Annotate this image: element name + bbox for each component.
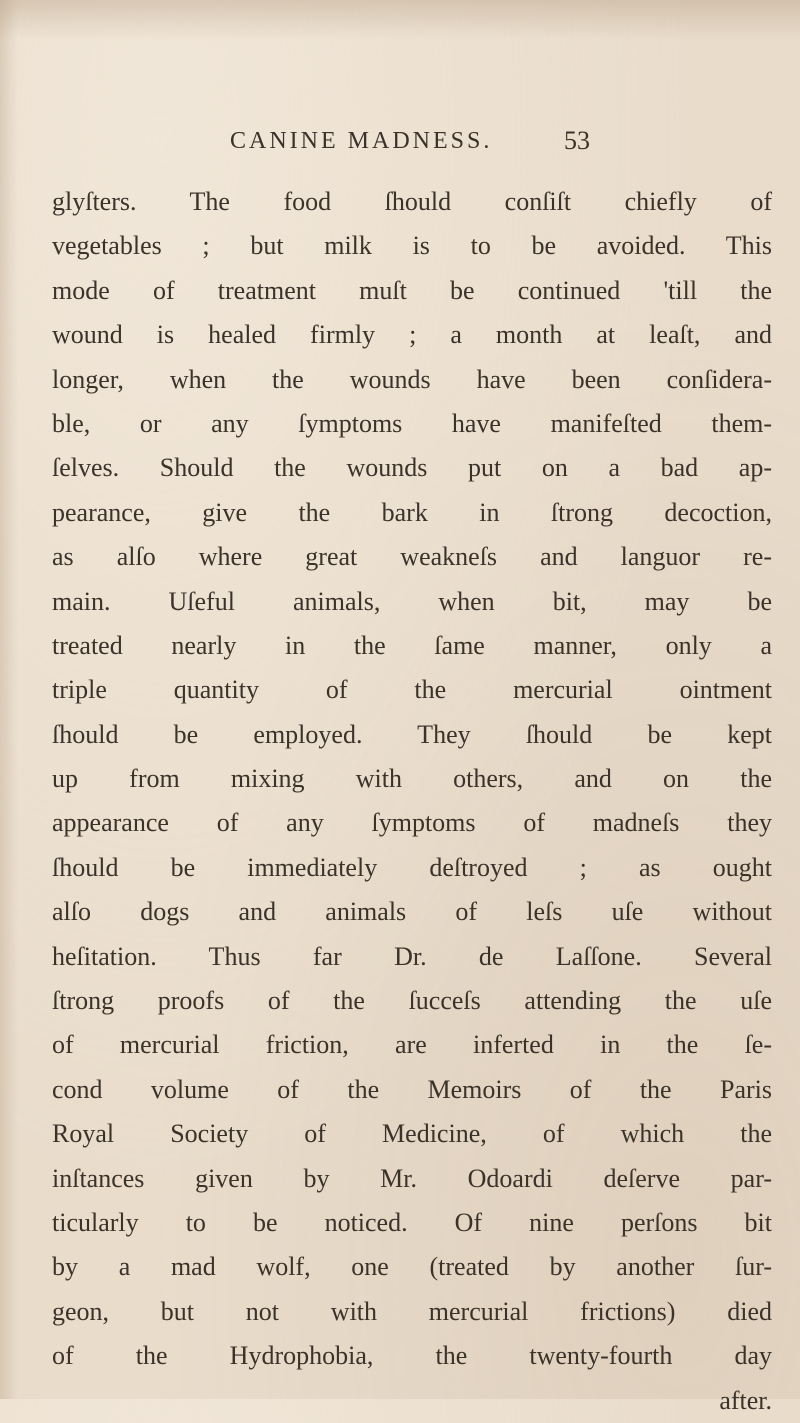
text-line: main. Uſeful animals, when bit, may be	[52, 586, 772, 616]
text-line: pearance, give the bark in ſtrong decoction,	[52, 497, 772, 527]
text-line: ſtrong proofs of the ſucceſs attending the uſe	[52, 986, 772, 1016]
running-head	[230, 128, 590, 162]
text-line: wound is healed firmly ; a month at leaſt, and	[52, 320, 772, 350]
text-line: appearance of any ſymptoms of madneſs they	[52, 808, 772, 838]
text-line: Royal Society of Medicine, of which the	[52, 1119, 772, 1149]
text-line: ble, or any ſymptoms have manifeſted them-	[52, 408, 772, 438]
running-title: CANINE MADNESS.	[230, 128, 493, 154]
text-line: heſitation. Thus far Dr. de Laſſone. Several	[52, 941, 772, 971]
text-line: by a mad wolf, one (treated by another ſur-	[52, 1252, 772, 1282]
text-line: of mercurial friction, are inferted in the ſe-	[52, 1030, 772, 1060]
text-line: geon, but not with mercurial frictions) died	[52, 1296, 772, 1326]
text-line: ſhould be employed. They ſhould be kept	[52, 719, 772, 749]
text-line: alſo dogs and animals of leſs uſe without	[52, 897, 772, 927]
text-line: ſelves. Should the wounds put on a bad ap-	[52, 453, 772, 483]
text-line: ſhould be immediately deſtroyed ; as ought	[52, 852, 772, 882]
text-line: inſtances given by Mr. Odoardi deſerve par-	[52, 1163, 772, 1193]
text-line: triple quantity of the mercurial ointment	[52, 675, 772, 705]
text-line: up from mixing with others, and on the	[52, 764, 772, 794]
catchword: after.	[719, 1385, 772, 1415]
text-line: vegetables ; but milk is to be avoided. This	[52, 231, 772, 261]
text-line: as alſo where great weakneſs and languor re-	[52, 542, 772, 572]
text-line: cond volume of the Memoirs of the Paris	[52, 1074, 772, 1104]
text-line: glyſters. The food ſhould conſiſt chiefly of	[52, 187, 772, 216]
body-text	[52, 180, 772, 1423]
text-line: of the Hydrophobia, the twenty-fourth day	[52, 1341, 772, 1371]
text-line: mode of treatment muſt be continued 'till the	[52, 275, 772, 305]
text-line: ticularly to be noticed. Of nine perſons bit	[52, 1207, 772, 1237]
text-line: treated nearly in the ſame manner, only a	[52, 630, 772, 660]
text-line: longer, when the wounds have been conſidera-	[52, 364, 772, 394]
page-number: 53	[564, 126, 590, 155]
